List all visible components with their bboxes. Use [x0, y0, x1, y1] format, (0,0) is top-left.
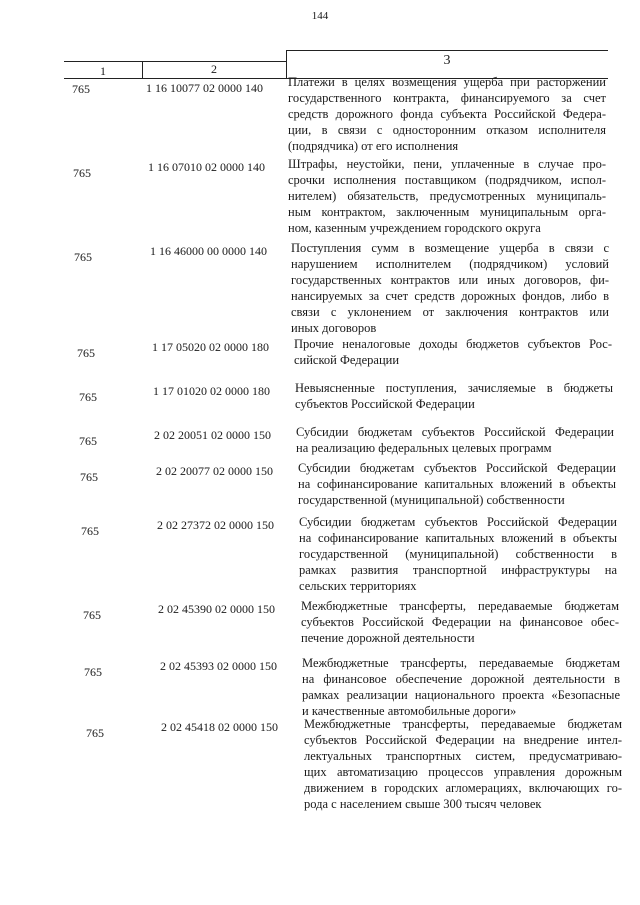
description-line: на финансовое обеспечение дорожной деятельности в	[302, 672, 620, 686]
description-line: лектуальных транспортных систем, предусматриваю-	[304, 749, 622, 763]
revenue-description	[301, 598, 619, 646]
admin-code: 765	[77, 346, 95, 360]
admin-code: 765	[83, 608, 101, 622]
description-line: ном, казенным учреждением городского округа	[288, 221, 541, 235]
revenue-description	[299, 514, 617, 594]
admin-code: 765	[72, 82, 90, 96]
description-line: Субсидии бюджетам субъектов Российской Федерации	[299, 515, 617, 529]
description-line: Невыясненные поступления, зачисляемые в бюджеты	[295, 381, 613, 395]
revenue-description	[295, 380, 613, 412]
description-line: иных договоров	[291, 321, 377, 335]
description-line: Штрафы, неустойки, пени, уплаченные в случае про-	[288, 157, 606, 171]
budget-classification-code: 1 16 46000 00 0000 140	[150, 244, 267, 258]
description-line: государственной (муниципальной) собственности	[298, 493, 565, 507]
description-line: Субсидии бюджетам субъектов Российской Федерации	[298, 461, 616, 475]
description-line: на реализацию федеральных целевых программ	[296, 441, 552, 455]
admin-code: 765	[81, 524, 99, 538]
description-line: субъектов Российской Федерации на внедрение интел-	[304, 733, 622, 747]
budget-classification-code: 2 02 20077 02 0000 150	[156, 464, 273, 478]
admin-code: 765	[79, 390, 97, 404]
header-col-1: 1	[100, 64, 106, 78]
budget-classification-code: 2 02 45390 02 0000 150	[158, 602, 275, 616]
description-line: ции, в связи с односторонним отказом исполнителя	[288, 123, 606, 137]
description-line: средств дорожного фонда субъекта Российской Федера-	[288, 107, 606, 121]
revenue-description	[298, 460, 616, 508]
description-line: государственного контракта, финансируемого за счет	[288, 91, 606, 105]
budget-classification-code: 2 02 45418 02 0000 150	[161, 720, 278, 734]
admin-code: 765	[84, 665, 102, 679]
page-number: 144	[311, 10, 329, 22]
description-line: Межбюджетные трансферты, передаваемые бюджетам	[304, 717, 622, 731]
description-line: щих автоматизацию процессов управления дорожным	[304, 765, 622, 779]
revenue-description	[302, 655, 620, 719]
description-line: Межбюджетные трансферты, передаваемые бюджетам	[301, 599, 619, 613]
header-col-2: 2	[211, 62, 217, 76]
admin-code: 765	[80, 470, 98, 484]
description-line: рода с населением свыше 300 тысяч человек	[304, 797, 542, 811]
description-line: рамках развития транспортной инфраструктуры на	[299, 563, 617, 577]
description-line: Прочие неналоговые доходы бюджетов субъектов Рос-	[294, 337, 612, 351]
description-line: государственных контрактов или иных договоров, фи-	[291, 273, 609, 287]
description-line: (подрядчика) от его исполнения	[288, 139, 459, 153]
revenue-description	[294, 336, 612, 368]
description-line: срочки исполнения поставщиком (подрядчиком, испол-	[288, 173, 606, 187]
description-line: рамках реализации национального проекта «Безопасные	[302, 688, 620, 702]
revenue-description	[288, 74, 606, 154]
revenue-description	[304, 716, 622, 812]
description-line: сельских территориях	[299, 579, 417, 593]
description-line: и качественные автомобильные дороги»	[302, 704, 517, 718]
description-line: сийской Федерации	[294, 353, 400, 367]
description-line: связи с уклонением от заключения контрактов или	[291, 305, 609, 319]
budget-classification-code: 1 17 01020 02 0000 180	[153, 384, 270, 398]
description-line: Платежи в целях возмещения ущерба при расторжении	[288, 75, 606, 89]
description-line: субъектов Российской Федерации на финансовое обес-	[301, 615, 619, 629]
header-col-3: 3	[443, 53, 451, 68]
budget-classification-code: 1 16 10077 02 0000 140	[146, 81, 263, 95]
description-line: печение дорожной деятельности	[301, 631, 475, 645]
description-line: Поступления сумм в возмещение ущерба в связи с	[291, 241, 609, 255]
revenue-description	[288, 156, 606, 236]
budget-classification-code: 2 02 27372 02 0000 150	[157, 518, 274, 532]
description-line: нарушением исполнителем (подрядчиком) условий	[291, 257, 609, 271]
description-line: на софинансирование капитальных вложений в объекты	[298, 477, 616, 491]
description-line: государственной (муниципальной) собственности в	[299, 547, 617, 561]
admin-code: 765	[74, 250, 92, 264]
description-line: движением в городских агломерациях, включающих го-	[304, 781, 622, 795]
admin-code: 765	[73, 166, 91, 180]
description-line: нансируемых за счет средств дорожных фондов, либо в	[291, 289, 609, 303]
description-line: на софинансирование капитальных вложений в объекты	[299, 531, 617, 545]
budget-classification-code: 2 02 20051 02 0000 150	[154, 428, 271, 442]
header-top-rule	[286, 50, 608, 51]
admin-code: 765	[79, 434, 97, 448]
description-line: Субсидии бюджетам субъектов Российской Федерации	[296, 425, 614, 439]
description-line: ным контрактом, заключенным муниципальным орга-	[288, 205, 606, 219]
budget-classification-code: 1 17 05020 02 0000 180	[152, 340, 269, 354]
budget-classification-code: 2 02 45393 02 0000 150	[160, 659, 277, 673]
description-line: субъектов Российской Федерации	[295, 397, 475, 411]
revenue-description	[291, 240, 609, 336]
revenue-description	[296, 424, 614, 456]
budget-classification-code: 1 16 07010 02 0000 140	[148, 160, 265, 174]
description-line: Межбюджетные трансферты, передаваемые бюджетам	[302, 656, 620, 670]
description-line: нителем) обязательств, предусмотренных муниципаль-	[288, 189, 606, 203]
admin-code: 765	[86, 726, 104, 740]
